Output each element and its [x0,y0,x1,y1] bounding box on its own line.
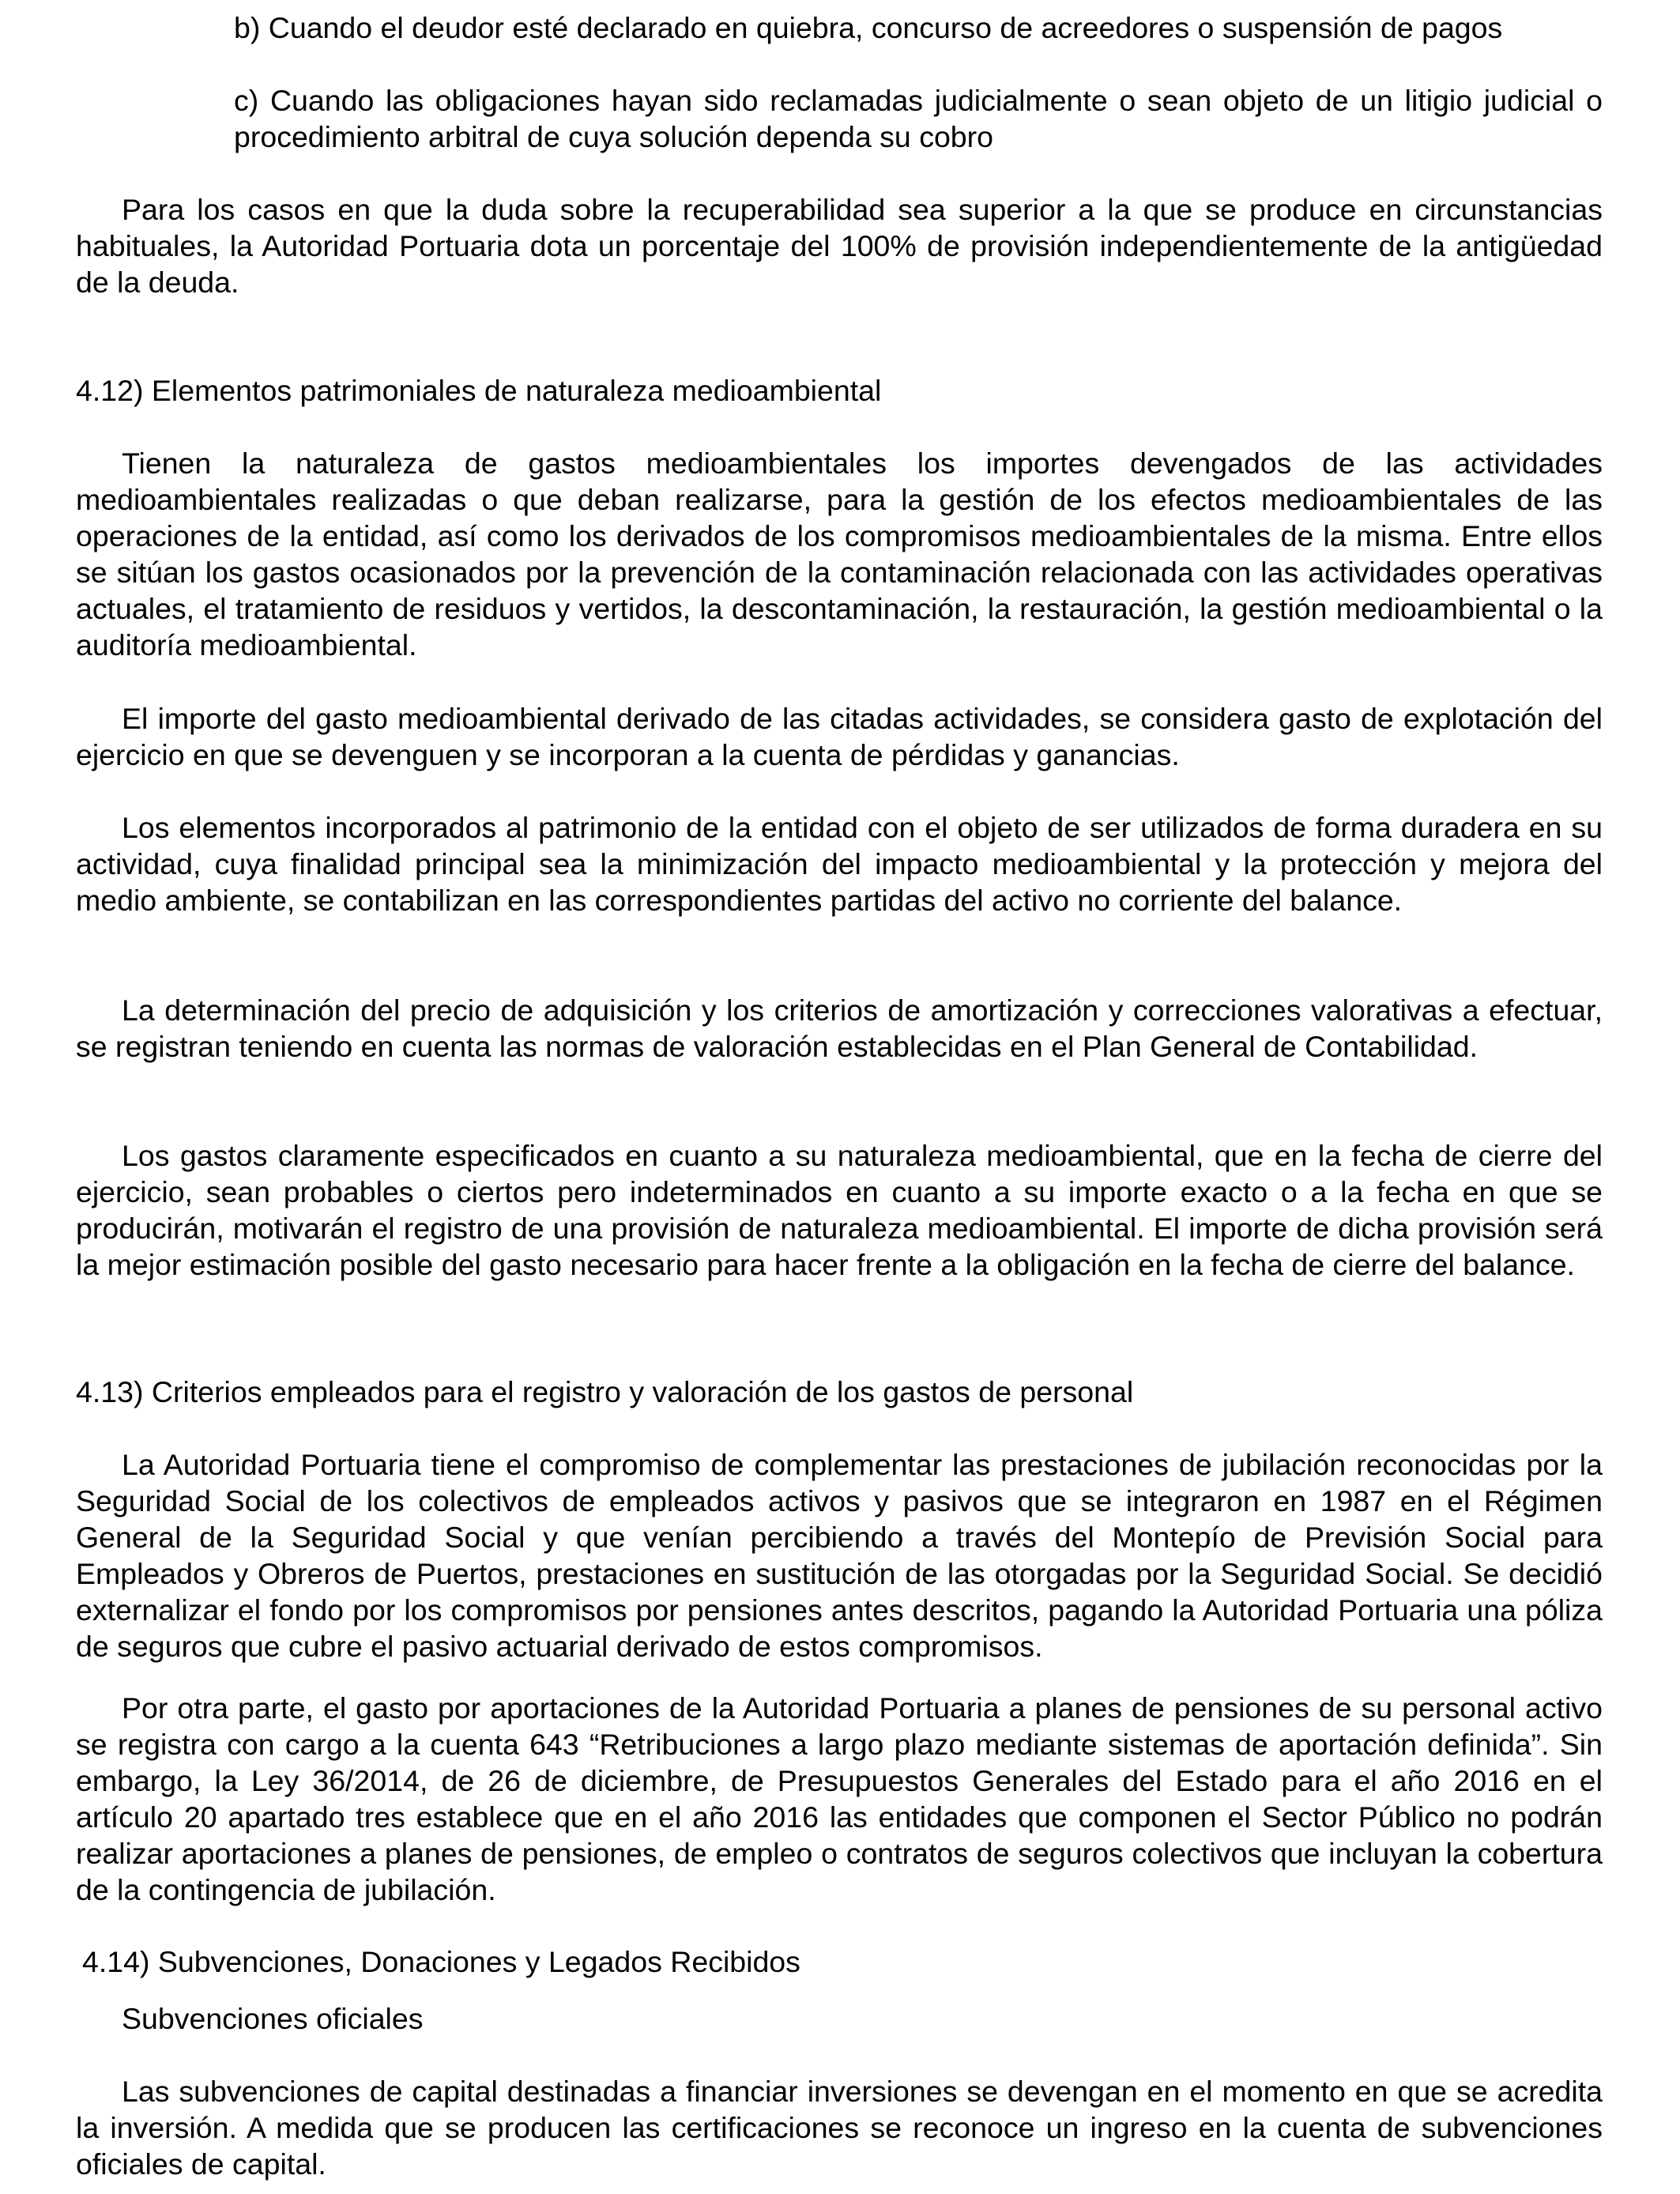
paragraph-4-12-5: Los gastos claramente especificados en cuanto a su naturaleza medioambiental, que en la fecha de cierre del ejercicio, sean probables o ciertos pero indeterminados en cuanto a su importe exacto o a la fecha en que se producirán, motivarán el registro de una provisión de naturaleza medioambiental. El importe de dicha provisión será la mejor estimación posible del gasto necesario para hacer frente a la obligación en la fecha de cierre del balance. [76,1139,1603,1281]
list-item-b: b) Cuando el deudor esté declarado en quiebra, concurso de acreedores o suspensión de pagos [234,11,1503,44]
paragraph-4-12-1: Tienen la naturaleza de gastos medioambientales los importes devengados de las actividades medioambientales realizadas o que deban realizarse, para la gestión de los efectos medioambientales de las operaciones de la entidad, así como los derivados de los compromisos medioambientales de la misma. Entre ellos se sitúan los gastos ocasionados por la prevención de la contaminación relacionada con las actividades operativas actuales, el tratamiento de residuos y vertidos, la descontaminación, la restauración, la gestión medioambiental o la auditoría medioambiental. [76,447,1603,662]
paragraph-provision: Para los casos en que la duda sobre la recuperabilidad sea superior a la que se produce en circunstancias habituales, la Autoridad Portuaria dota un porcentaje del 100% de provisión independientemente de la antigüedad de la deuda. [76,193,1603,299]
section-heading-4-13: 4.13) Criterios empleados para el registro y valoración de los gastos de personal [76,1375,1134,1408]
paragraph-4-13-2: Por otra parte, el gasto por aportaciones de la Autoridad Portuaria a planes de pensiones de su personal activo se registra con cargo a la cuenta 643 “Retribuciones a largo plazo mediante sistemas de aportación definida”. Sin embargo, la Ley 36/2014, de 26 de diciembre, de Presupuestos Generales del Estado para el año 2016 en el artículo 20 apartado tres establece que en el año 2016 las entidades que componen el Sector Público no podrán realizar aportaciones a planes de pensiones, de empleo o contratos de seguros colectivos que incluyan la cobertura de la contingencia de jubilación. [76,1691,1603,1906]
paragraph-4-12-3: Los elementos incorporados al patrimonio de la entidad con el objeto de ser utilizados de forma duradera en su actividad, cuya finalidad principal sea la minimización del impacto medioambiental y la protección y mejora del medio ambiente, se contabilizan en las correspondientes partidas del activo no corriente del balance. [76,811,1603,917]
paragraph-4-12-4: La determinación del precio de adquisición y los criterios de amortización y correcciones valorativas a efectuar, se registran teniendo en cuenta las normas de valoración establecidas en el Plan General de Contabilidad. [76,993,1603,1063]
paragraph-4-14-1: Las subvenciones de capital destinadas a financiar inversiones se devengan en el momento en que se acredita la inversión. A medida que se producen las certificaciones se reconoce un ingreso en la cuenta de subvenciones oficiales de capital. [76,2075,1603,2181]
section-heading-4-12: 4.12) Elementos patrimoniales de naturaleza medioambiental [76,374,882,407]
section-heading-4-14: 4.14) Subvenciones, Donaciones y Legados Recibidos [82,1945,800,1978]
paragraph-4-12-2: El importe del gasto medioambiental derivado de las citadas actividades, se considera gasto de explotación del ejercicio en que se devenguen y se incorporan a la cuenta de pérdidas y ganancias. [76,702,1603,771]
paragraph-4-13-1: La Autoridad Portuaria tiene el compromiso de complementar las prestaciones de jubilación reconocidas por la Seguridad Social de los colectivos de empleados activos y pasivos que se integraron en 1987 en el Régimen General de la Seguridad Social y que venían percibiendo a través del Montepío de Previsión Social para Empleados y Obreros de Puertos, prestaciones en sustitución de las otorgadas por la Seguridad Social. Se decidió externalizar el fondo por los compromisos por pensiones antes descritos, pagando la Autoridad Portuaria una póliza de seguros que cubre el pasivo actuarial derivado de estos compromisos. [76,1448,1603,1663]
subheading-subvenciones-oficiales: Subvenciones oficiales [122,2002,424,2035]
list-item-c: c) Cuando las obligaciones hayan sido reclamadas judicialmente o sean objeto de un litigio judicial o procedimiento arbitral de cuya solución dependa su cobro [234,84,1603,153]
